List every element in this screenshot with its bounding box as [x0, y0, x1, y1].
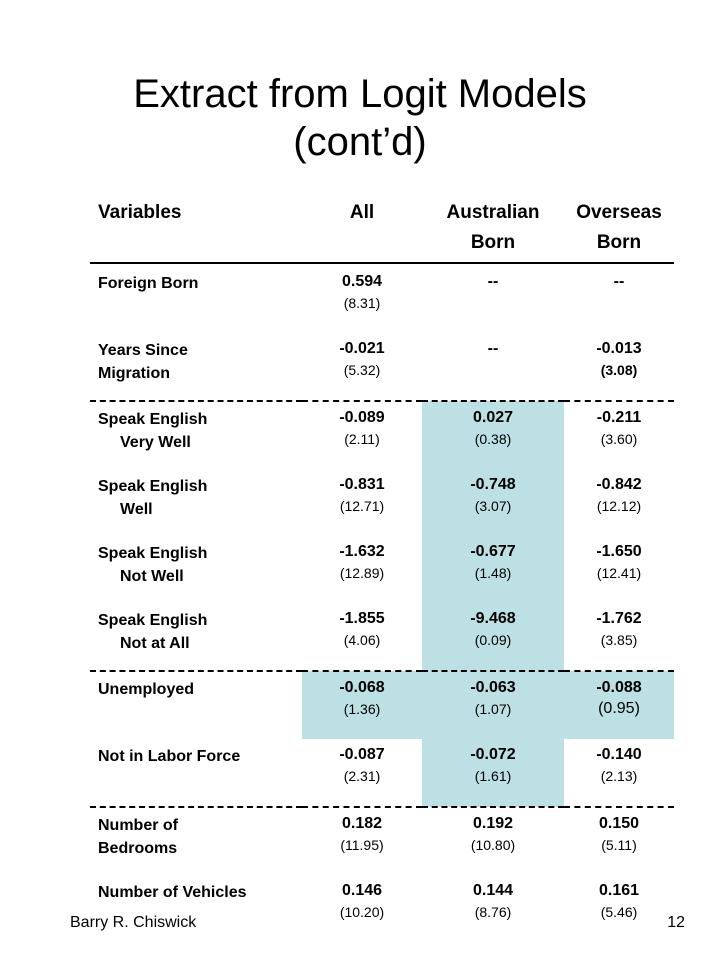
row-label: Speak English Not at All [90, 603, 302, 671]
row-label: Speak English Very Well [98, 411, 208, 451]
cell-australian: -9.468 (0.09) [422, 603, 564, 671]
row-label: Speak English Not Well [98, 545, 208, 585]
cell-all: -1.855 (4.06) [302, 603, 422, 671]
row-label: Foreign Born [98, 275, 199, 292]
table-row [90, 739, 674, 807]
cell-all: 0.594 (8.31) [341, 273, 383, 311]
cell-all: -0.831 (12.71) [339, 476, 385, 514]
cell-overseas: -0.013 (3.08) [564, 333, 674, 401]
cell-australian: -0.677 (1.48) [422, 536, 564, 603]
cell-australian: -- [487, 273, 499, 290]
row-label: Years Since Migration [90, 333, 302, 401]
header-variables: Variables [90, 196, 302, 263]
cell-all: -0.021 (5.32) [302, 333, 422, 401]
header-row [90, 196, 674, 263]
cell-overseas: -- [613, 273, 625, 290]
cell-australian: -0.063 (1.07) [422, 671, 564, 739]
cell-australian: -0.072 (1.61) [422, 739, 564, 807]
table-row [90, 333, 674, 401]
cell-australian: 0.192 (10.80) [470, 815, 516, 853]
cell-overseas: -1.650 (12.41) [596, 543, 642, 581]
table-row [90, 469, 674, 536]
table-row [90, 536, 674, 603]
logit-results-table [90, 196, 674, 942]
table-row [90, 263, 674, 333]
cell-overseas: 0.150 (5.11) [598, 815, 640, 853]
cell-all: -0.068 (1.36) [302, 671, 422, 739]
cell-overseas: -0.211 (3.60) [596, 409, 642, 447]
table-row [90, 401, 674, 469]
row-label: Not in Labor Force [90, 739, 302, 807]
header-overseas-born: Overseas Born [564, 196, 674, 263]
cell-all: 0.146 (10.20) [339, 882, 385, 920]
cell-australian: -0.748 (3.07) [422, 469, 564, 536]
row-label: Unemployed [98, 681, 195, 698]
table-row [90, 807, 674, 875]
cell-overseas: -0.088 (0.95) [564, 671, 674, 739]
cell-all: 0.182 (11.95) [340, 815, 384, 853]
slide-title-line-1: Extract from Logit Models [133, 72, 587, 116]
cell-australian: 0.027 (0.38) [422, 401, 564, 469]
row-label: Number of Bedrooms [98, 817, 178, 857]
cell-all: -1.632 (12.89) [339, 543, 385, 581]
slide-title-line-2: (cont’d) [293, 120, 427, 164]
footer-author: Barry R. Chiswick [70, 914, 197, 931]
table-row [90, 603, 674, 671]
header-all: All [302, 196, 422, 263]
table-row [90, 671, 674, 739]
slide-title [0, 70, 720, 166]
page-number: 12 [667, 914, 685, 931]
cell-overseas: -0.140 (2.13) [564, 739, 674, 807]
cell-overseas: -1.762 (3.85) [564, 603, 674, 671]
header-australian-born: Australian Born [422, 196, 564, 263]
row-label: Speak English Well [98, 478, 208, 518]
row-label: Number of Vehicles [98, 884, 247, 901]
cell-australian: -- [422, 333, 564, 401]
cell-overseas: 0.161 (5.46) [598, 882, 640, 920]
cell-all: -0.089 (2.11) [339, 409, 385, 447]
cell-all: -0.087 (2.31) [302, 739, 422, 807]
cell-overseas: -0.842 (12.12) [596, 476, 642, 514]
cell-australian: 0.144 (8.76) [472, 882, 514, 920]
